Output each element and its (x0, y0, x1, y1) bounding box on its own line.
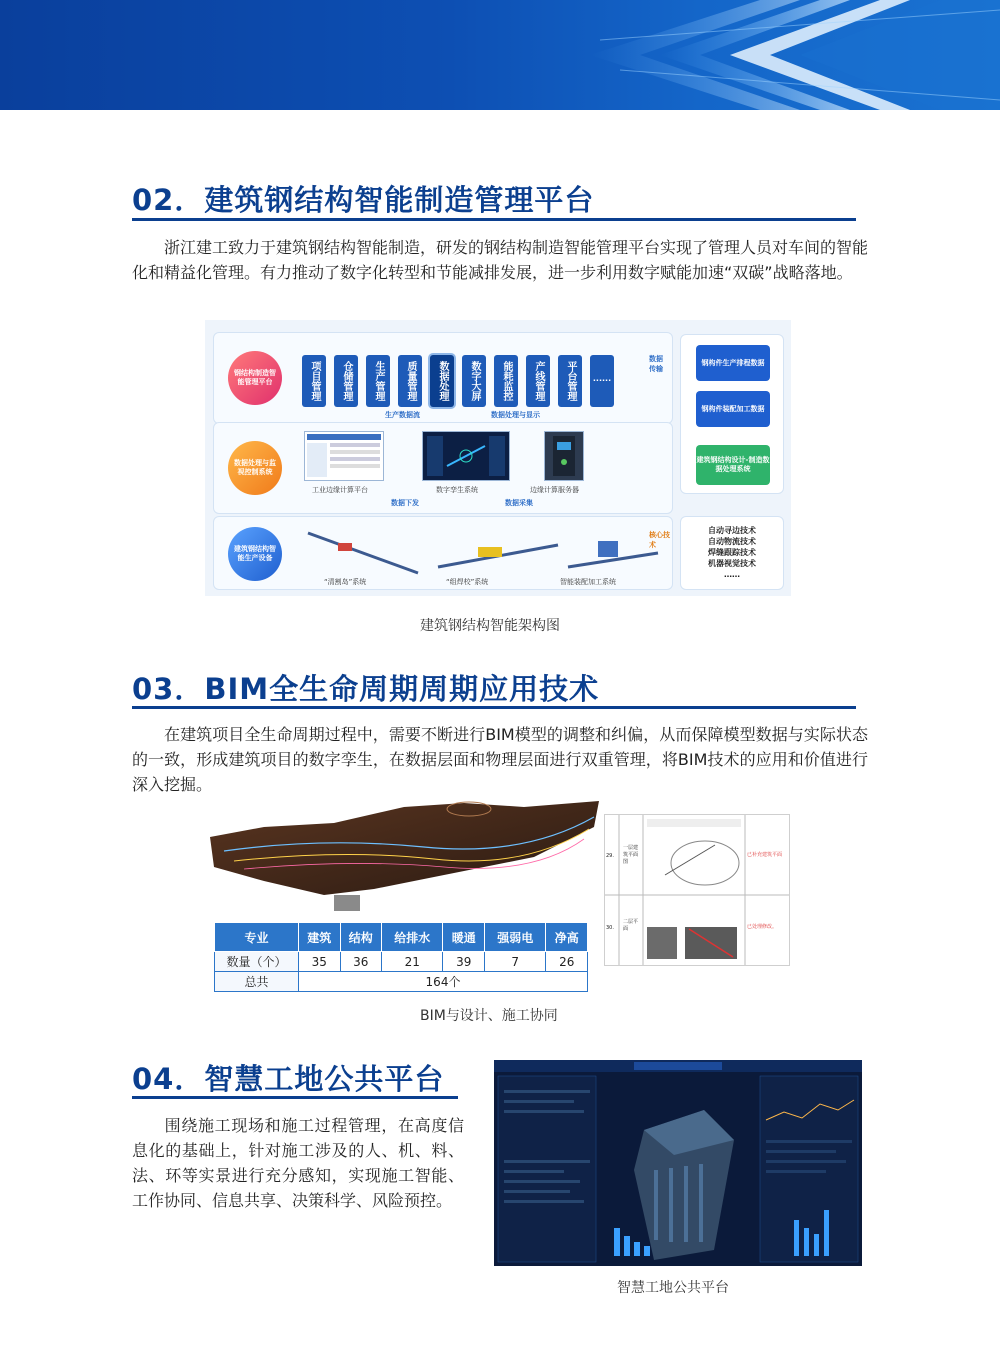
core-tech-1: 自动寻边技术 (708, 526, 756, 535)
module-production: 生产管理 (366, 355, 390, 407)
edge-platform-screenshot (304, 431, 384, 481)
flow-label-core: 核心技术 (649, 531, 670, 549)
bim-issue-document-graphic (605, 815, 789, 965)
core-tech-box (680, 516, 784, 590)
system-label-edge-platform: 工业边缘计算平台 (312, 486, 368, 494)
flow-label-collect: 数据采集 (505, 499, 533, 507)
section-02-body-text: 浙江建工致力于建筑钢结构智能制造，研发的钢结构制造智能管理平台实现了管理人员对车间的智能化和精益化管理。有力推动了数字化转型和节能减排发展，进一步利用数字赋能加速“双碳”战略落地。 (132, 238, 869, 282)
section-03-title: 03．BIM全生命周期周期应用技术 (132, 672, 600, 706)
doc-row-1-item: 一层建筑平面图 (623, 845, 639, 865)
section-04-caption: 智慧工地公共平台 (617, 1280, 729, 1296)
section-02-body (132, 235, 868, 285)
arch-layer-1-circle: 钢结构制造智能管理平台 (228, 351, 282, 405)
equipment-illustrations (298, 523, 668, 575)
doc-row-1-no: 29. (606, 853, 614, 859)
banner-chevron-decoration (0, 0, 1000, 110)
right-item-design-system: 建筑钢结构设计-制造数据处理系统 (696, 445, 770, 485)
bim-model-render (204, 797, 609, 920)
bim-table-header: 建筑 (299, 923, 341, 952)
doc-row-2-item: 二层平面 (623, 919, 639, 932)
arch-layer-3 (213, 516, 673, 590)
section-04-title: 04．智慧工地公共平台 (132, 1062, 445, 1096)
arch-layer-1 (213, 332, 673, 424)
core-tech-5: …… (724, 570, 740, 579)
bim-table-cell: 21 (382, 952, 443, 972)
section-04-body (132, 1113, 464, 1213)
bim-issue-document (604, 814, 790, 966)
section-03-body-text: 在建筑项目全生命周期过程中，需要不断进行BIM模型的调整和纠偏，从而保障模型数据与实际状态的一致，形成建筑项目的数字孪生，在数据层面和物理层面进行双重管理，将BIM技术的应用和价值进行深入挖掘。 (132, 725, 868, 794)
module-more: ······ (590, 355, 614, 407)
flow-label-production: 生产数据流 (385, 411, 420, 419)
section-03-body (132, 722, 868, 797)
bim-table-cell: 39 (443, 952, 485, 972)
section-04-body-text: 围绕施工现场和施工过程管理，在高度信息化的基础上，针对施工涉及的人、机、料、法、环等实景进行充分感知，实现施工智能、工作协同、信息共享、决策科学、风险预控。 (132, 1116, 464, 1210)
arch-layer-2 (213, 422, 673, 514)
system-label-digital-twin: 数字孪生系统 (436, 486, 478, 494)
bim-table-row-label: 数量（个） (215, 952, 299, 972)
arch-right-panel (680, 334, 784, 494)
bim-clash-table (214, 922, 588, 992)
bim-table-total-label: 总共 (215, 972, 299, 992)
bim-table-cell: 35 (299, 952, 341, 972)
equipment-label-welding: “组焊校”系统 (446, 578, 489, 586)
arch-layer-2-circle: 数据处理与监视控制系统 (228, 441, 282, 495)
bim-table-header: 净高 (546, 923, 588, 952)
doc-row-2-note: 已处理修改。 (747, 924, 778, 930)
table-row (215, 952, 588, 972)
core-tech-2: 自动物流技术 (708, 537, 756, 546)
section-04-rule (132, 1096, 458, 1099)
doc-row-2-no: 30. (606, 925, 614, 931)
core-tech-4: 机器视觉技术 (708, 559, 756, 568)
digital-twin-screenshot (422, 431, 510, 481)
bim-table-header: 专业 (215, 923, 299, 952)
smart-site-dashboard (494, 1060, 862, 1266)
right-item-schedule: 钢构件生产排程数据 (696, 345, 770, 381)
flow-label-dispatch: 数据下发 (391, 499, 419, 507)
system-label-edge-server: 边缘计算服务器 (530, 486, 579, 494)
module-warehouse: 仓储管理 (334, 355, 358, 407)
table-row (215, 972, 588, 992)
bim-table-cell: 36 (340, 952, 382, 972)
bim-table-header: 暖通 (443, 923, 485, 952)
module-project: 项目管理 (302, 355, 326, 407)
right-item-assembly: 钢构件装配加工数据 (696, 391, 770, 427)
module-dashboard: 数字大屏 (462, 355, 486, 407)
edge-server-photo (544, 431, 584, 481)
module-quality: 质量管理 (398, 355, 422, 407)
module-data: 数据处理 (430, 355, 454, 407)
dashboard-graphic (494, 1060, 862, 1266)
module-energy: 能耗监控 (494, 355, 518, 407)
section-03-caption: BIM与设计、施工协同 (420, 1008, 558, 1024)
bim-table-cell: 26 (546, 952, 588, 972)
bim-table-header-row (215, 923, 588, 952)
flow-label-transfer: 数据传输 (649, 355, 663, 373)
flow-label-display: 数据处理与显示 (491, 411, 540, 419)
bim-table-header: 结构 (340, 923, 382, 952)
bim-table-total-value: 164个 (299, 972, 588, 992)
equipment-label-assembly: 智能装配加工系统 (560, 578, 616, 586)
module-platform: 平台管理 (558, 355, 582, 407)
module-line: 产线管理 (526, 355, 550, 407)
architecture-diagram (205, 320, 791, 596)
arch-layer-3-circle: 建筑钢结构智能生产设备 (228, 527, 282, 581)
section-02-caption: 建筑钢结构智能架构图 (420, 618, 560, 634)
section-02-title: 02．建筑钢结构智能制造管理平台 (132, 183, 595, 217)
section-03-rule (132, 706, 856, 709)
bim-table-header: 给排水 (382, 923, 443, 952)
bim-table-header: 强弱电 (484, 923, 545, 952)
section-02-rule (132, 218, 856, 221)
doc-row-1-note: 已补充建筑平面 (747, 852, 783, 858)
bim-table-cell: 7 (484, 952, 545, 972)
equipment-label-cutting: “清割岛”系统 (324, 578, 367, 586)
core-tech-3: 焊缝跟踪技术 (708, 548, 756, 557)
top-banner (0, 0, 1000, 110)
